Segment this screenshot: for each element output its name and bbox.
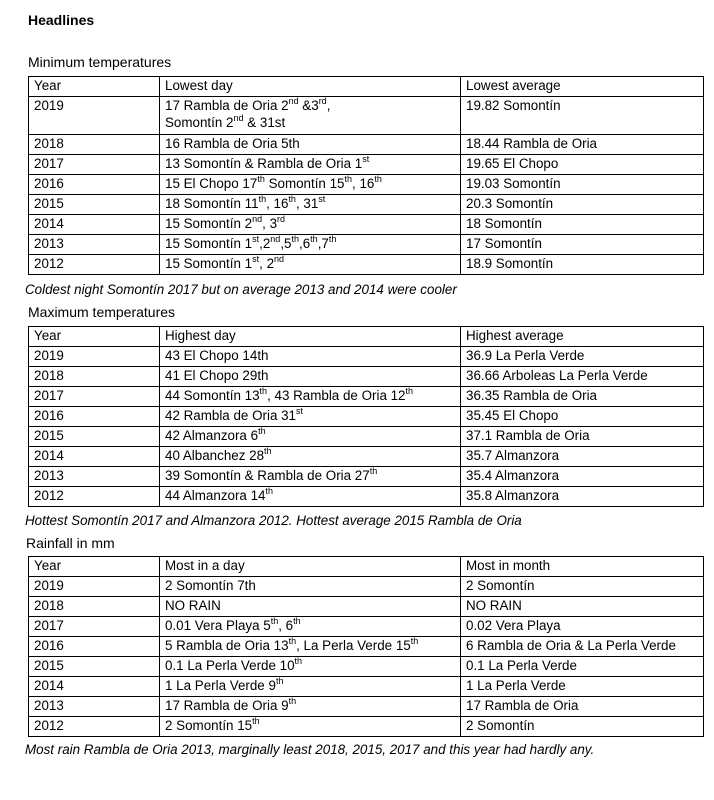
lowest-day-cell: 15 Somontín 1st,2nd,5th,6th,7th [160, 235, 461, 255]
table-row [29, 697, 704, 717]
page-heading: Headlines [28, 12, 95, 28]
lowest-day-cell: 17 Rambla de Oria 2nd &3rd, Somontín 2nd & 31st [160, 97, 461, 135]
most-in-month-cell: 1 La Perla Verde [461, 677, 704, 697]
highest-day-cell: 39 Somontín & Rambla de Oria 27th [160, 467, 461, 487]
year-cell: 2013 [29, 235, 160, 255]
lowest-day-cell: 15 El Chopo 17th Somontín 15th, 16th [160, 175, 461, 195]
header-cell: Most in month [461, 557, 704, 577]
table-row [29, 255, 704, 275]
year-cell: 2016 [29, 175, 160, 195]
header-cell: Most in a day [160, 557, 461, 577]
most-in-day-cell: 2 Somontín 15th [160, 717, 461, 737]
most-in-month-cell: 2 Somontín [461, 577, 704, 597]
year-cell: 2015 [29, 657, 160, 677]
max-summary-note: Hottest Somontín 2017 and Almanzora 2012. Hottest average 2015 Rambla de Oria [25, 513, 522, 528]
header-cell: Year [29, 557, 160, 577]
lowest-average-cell: 17 Somontín [461, 235, 704, 255]
max-section-title: Maximum temperatures [28, 304, 176, 320]
highest-average-cell: 36.66 Arboleas La Perla Verde [461, 367, 704, 387]
table-row [29, 637, 704, 657]
table-header-row [29, 557, 704, 577]
table-row [29, 677, 704, 697]
highest-day-cell: 43 El Chopo 14th [160, 347, 461, 367]
table-row [29, 367, 704, 387]
table-header-row [29, 77, 704, 97]
year-cell: 2015 [29, 195, 160, 215]
year-cell: 2019 [29, 97, 160, 135]
header-cell: Year [29, 327, 160, 347]
min-section-title: Minimum temperatures [28, 54, 172, 70]
year-cell: 2017 [29, 155, 160, 175]
most-in-day-cell: 5 Rambla de Oria 13th, La Perla Verde 15th [160, 637, 461, 657]
table-row [29, 427, 704, 447]
most-in-month-cell: 6 Rambla de Oria & La Perla Verde [461, 637, 704, 657]
max-temperatures-table [28, 326, 704, 507]
highest-average-cell: 36.35 Rambla de Oria [461, 387, 704, 407]
year-cell: 2019 [29, 347, 160, 367]
header-cell: Lowest average [461, 77, 704, 97]
lowest-average-cell: 18.9 Somontín [461, 255, 704, 275]
most-in-day-cell: 17 Rambla de Oria 9th [160, 697, 461, 717]
most-in-day-cell: NO RAIN [160, 597, 461, 617]
table-row [29, 347, 704, 367]
rainfall-table [28, 556, 704, 737]
year-cell: 2015 [29, 427, 160, 447]
year-cell: 2013 [29, 697, 160, 717]
highest-day-cell: 44 Somontín 13th, 43 Rambla de Oria 12th [160, 387, 461, 407]
year-cell: 2018 [29, 135, 160, 155]
header-cell: Lowest day [160, 77, 461, 97]
highest-day-cell: 40 Albanchez 28th [160, 447, 461, 467]
table-row [29, 135, 704, 155]
year-cell: 2017 [29, 617, 160, 637]
highest-average-cell: 35.7 Almanzora [461, 447, 704, 467]
year-cell: 2014 [29, 447, 160, 467]
most-in-day-cell: 0.1 La Perla Verde 10th [160, 657, 461, 677]
highest-average-cell: 36.9 La Perla Verde [461, 347, 704, 367]
highest-day-cell: 42 Rambla de Oria 31st [160, 407, 461, 427]
table-row [29, 617, 704, 637]
table-row [29, 97, 704, 135]
table-row [29, 597, 704, 617]
table-row [29, 447, 704, 467]
rain-section-title: Rainfall in mm [26, 535, 115, 551]
lowest-average-cell: 19.03 Somontín [461, 175, 704, 195]
most-in-day-cell: 2 Somontín 7th [160, 577, 461, 597]
highest-day-cell: 41 El Chopo 29th [160, 367, 461, 387]
table-header-row [29, 327, 704, 347]
table-row [29, 407, 704, 427]
table-row [29, 717, 704, 737]
year-cell: 2012 [29, 487, 160, 507]
table-row [29, 155, 704, 175]
highest-average-cell: 35.4 Almanzora [461, 467, 704, 487]
lowest-day-cell: 15 Somontín 2nd, 3rd [160, 215, 461, 235]
most-in-day-cell: 1 La Perla Verde 9th [160, 677, 461, 697]
min-summary-note: Coldest night Somontín 2017 but on average 2013 and 2014 were cooler [25, 282, 457, 297]
highest-day-cell: 44 Almanzora 14th [160, 487, 461, 507]
table-row [29, 657, 704, 677]
year-cell: 2016 [29, 407, 160, 427]
year-cell: 2013 [29, 467, 160, 487]
table-row [29, 467, 704, 487]
year-cell: 2014 [29, 215, 160, 235]
most-in-month-cell: 0.02 Vera Playa [461, 617, 704, 637]
table-row [29, 235, 704, 255]
lowest-average-cell: 19.65 El Chopo [461, 155, 704, 175]
highest-day-cell: 42 Almanzora 6th [160, 427, 461, 447]
min-temperatures-table [28, 76, 704, 275]
year-cell: 2014 [29, 677, 160, 697]
most-in-month-cell: 17 Rambla de Oria [461, 697, 704, 717]
table-row [29, 387, 704, 407]
year-cell: 2018 [29, 597, 160, 617]
table-row [29, 215, 704, 235]
table-row [29, 577, 704, 597]
highest-average-cell: 35.45 El Chopo [461, 407, 704, 427]
table-row [29, 175, 704, 195]
lowest-day-cell: 18 Somontín 11th, 16th, 31st [160, 195, 461, 215]
lowest-day-cell: 13 Somontín & Rambla de Oria 1st [160, 155, 461, 175]
header-cell: Highest day [160, 327, 461, 347]
lowest-average-cell: 18.44 Rambla de Oria [461, 135, 704, 155]
rain-summary-note: Most rain Rambla de Oria 2013, marginally least 2018, 2015, 2017 and this year had hardly any. [25, 742, 595, 757]
header-cell: Year [29, 77, 160, 97]
lowest-day-cell: 16 Rambla de Oria 5th [160, 135, 461, 155]
most-in-day-cell: 0.01 Vera Playa 5th, 6th [160, 617, 461, 637]
year-cell: 2012 [29, 717, 160, 737]
lowest-average-cell: 18 Somontín [461, 215, 704, 235]
header-cell: Highest average [461, 327, 704, 347]
year-cell: 2019 [29, 577, 160, 597]
highest-average-cell: 35.8 Almanzora [461, 487, 704, 507]
year-cell: 2012 [29, 255, 160, 275]
year-cell: 2016 [29, 637, 160, 657]
most-in-month-cell: NO RAIN [461, 597, 704, 617]
table-row [29, 487, 704, 507]
year-cell: 2018 [29, 367, 160, 387]
most-in-month-cell: 2 Somontín [461, 717, 704, 737]
most-in-month-cell: 0.1 La Perla Verde [461, 657, 704, 677]
table-row [29, 195, 704, 215]
lowest-day-cell: 15 Somontín 1st, 2nd [160, 255, 461, 275]
year-cell: 2017 [29, 387, 160, 407]
lowest-average-cell: 19.82 Somontín [461, 97, 704, 135]
highest-average-cell: 37.1 Rambla de Oria [461, 427, 704, 447]
lowest-average-cell: 20.3 Somontín [461, 195, 704, 215]
